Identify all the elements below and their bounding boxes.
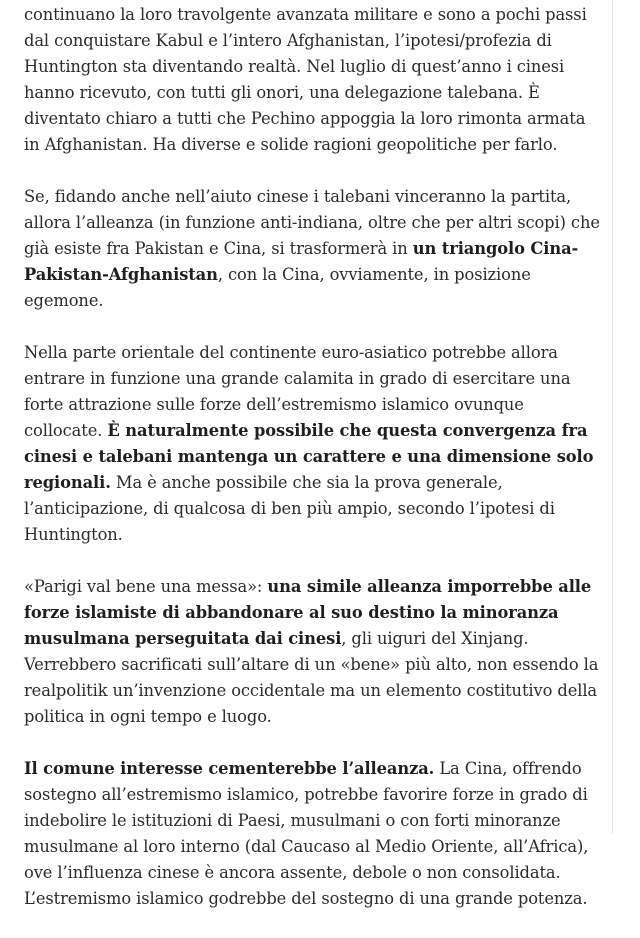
text-segment: «Parigi val bene una messa»: <box>24 577 268 596</box>
paragraph <box>24 574 604 730</box>
paragraph <box>24 2 604 158</box>
text-segment: Ma è anche possibile che sia la prova generale, l’anticipazione, di qualcosa di ben più ampio, secondo l’ipotesi di Huntington. <box>24 473 555 544</box>
bold-text-segment: un triangolo Cina-Pakistan-Afghanistan <box>24 239 579 284</box>
sidebar-divider <box>612 0 613 834</box>
paragraph <box>24 184 604 314</box>
bold-text-segment: Il comune interesse cementerebbe l’alleanza. <box>24 759 435 778</box>
text-segment: La Cina, offrendo sostegno all’estremismo islamico, potrebbe favorire forze in grado di indebolire le istituzioni di Paesi, musulmani o con forti minoranze musulmane al loro interno (dal Caucaso al Medio Oriente, all’Africa), ove l’influenza cinese è ancora assente, debole o non consolidata. L’estremismo islamico godrebbe del sostegno di una grande potenza. <box>24 759 589 908</box>
paragraph <box>24 340 604 548</box>
text-segment: Se, fidando anche nell’aiuto cinese i talebani vinceranno la partita, allora l’alleanza (in funzione anti-indiana, oltre che per altri scopi) che già esiste fra Pakistan e Cina, si trasformerà in <box>24 187 600 258</box>
article-body <box>24 2 604 938</box>
paragraph <box>24 756 604 912</box>
text-segment: continuano la loro travolgente avanzata militare e sono a pochi passi dal conquistare Kabul e l’intero Afghanistan, l’ipotesi/profezia di Huntington sta diventando realtà. Nel luglio di quest’anno i cinesi hanno ricevuto, con tutti gli onori, una delegazione talebana. È diventato chiaro a tutti che Pechino appoggia la loro rimonta armata in Afghanistan. Ha diverse e solide ragioni geopolitiche per farlo. <box>24 5 587 154</box>
bold-text-segment: È naturalmente possibile che questa convergenza fra cinesi e talebani mantenga un carattere e una dimensione solo regionali. <box>24 421 594 492</box>
text-segment: , con la Cina, ovviamente, in posizione egemone. <box>24 265 531 310</box>
text-segment: , gli uiguri del Xinjang. Verrebbero sacrificati sull’altare di un «bene» più alto, non essendo la realpolitik un’invenzione occidentale ma un elemento costitutivo della politica in ogni tempo e luogo. <box>24 629 599 726</box>
text-segment: Nella parte orientale del continente euro-asiatico potrebbe allora entrare in funzione una grande calamita in grado di esercitare una forte attrazione sulle forze dell’estremismo islamico ovunque collocate. <box>24 343 571 440</box>
bold-text-segment: una simile alleanza imporrebbe alle forze islamiste di abbandonare al suo destino la minoranza musulmana perseguitata dai cinesi <box>24 577 592 648</box>
